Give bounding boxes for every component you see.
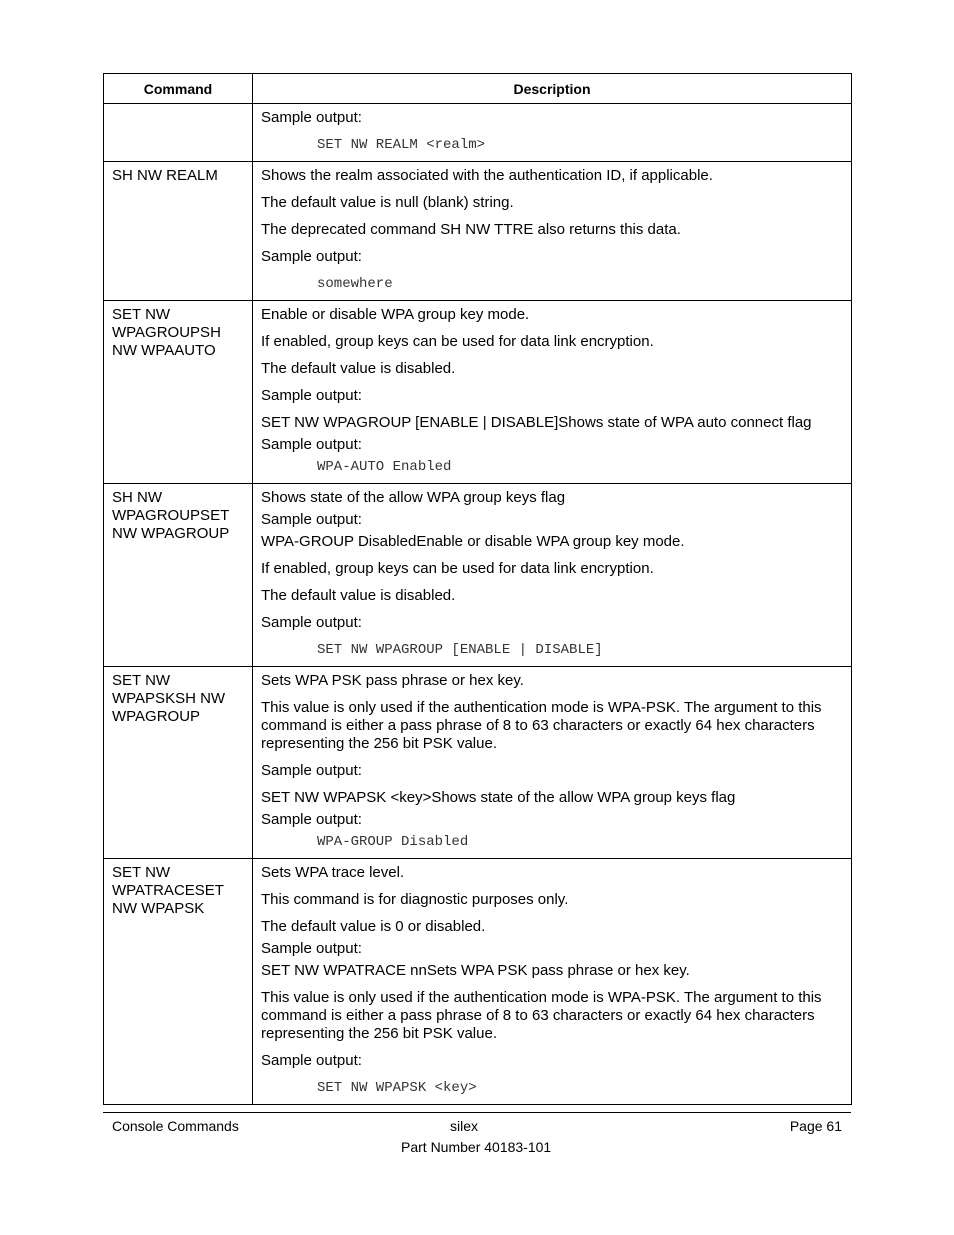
description-text: Sample output: bbox=[261, 614, 362, 631]
sample-output-code: WPA-AUTO Enabled bbox=[317, 459, 452, 475]
description-text: Sample output: bbox=[261, 511, 362, 528]
description-text: This command is for diagnostic purposes only. bbox=[261, 891, 569, 908]
table-row bbox=[104, 484, 852, 667]
table-row bbox=[104, 162, 852, 301]
command-text: WPAGROUPSET bbox=[112, 507, 230, 524]
description-cell bbox=[253, 667, 852, 859]
description-text: The default value is 0 or disabled. bbox=[261, 918, 486, 935]
command-text: SET NW bbox=[112, 672, 171, 689]
description-text: This value is only used if the authentication mode is WPA-PSK. The argument to this command is either a pass phrase of 8 to 63 characters or exactly 64 hex characters representing the 256 bit PSK value. bbox=[261, 699, 822, 752]
table-row bbox=[104, 301, 852, 484]
description-text: Shows the realm associated with the authentication ID, if applicable. bbox=[261, 167, 713, 184]
description-text: If enabled, group keys can be used for data link encryption. bbox=[261, 333, 654, 350]
column-header-command: Command bbox=[104, 74, 253, 104]
command-table bbox=[103, 73, 852, 1105]
command-text: WPAGROUP bbox=[112, 708, 201, 725]
command-cell bbox=[104, 484, 253, 667]
description-text: Sample output: bbox=[261, 387, 362, 404]
page-footer bbox=[103, 1112, 851, 1155]
description-text: SET NW WPAPSK <key>Shows state of the allow WPA group keys flag bbox=[261, 789, 736, 806]
command-cell bbox=[104, 859, 253, 1105]
table-header-row bbox=[104, 74, 852, 104]
description-text: SET NW WPATRACE nnSets WPA PSK pass phrase or hex key. bbox=[261, 962, 690, 979]
command-text: NW WPAPSK bbox=[112, 900, 205, 917]
description-text: Sample output: bbox=[261, 1052, 362, 1069]
description-text: SET NW WPAGROUP [ENABLE | DISABLE]Shows state of WPA auto connect flag bbox=[261, 414, 812, 431]
command-text: SET NW bbox=[112, 864, 171, 881]
table-body bbox=[104, 104, 852, 1105]
description-cell bbox=[253, 301, 852, 484]
description-text: This value is only used if the authentication mode is WPA-PSK. The argument to this command is either a pass phrase of 8 to 63 characters or exactly 64 hex characters representing the 256 bit PSK value. bbox=[261, 989, 822, 1042]
description-text: The default value is disabled. bbox=[261, 360, 456, 377]
sample-output-code: SET NW REALM <realm> bbox=[317, 137, 486, 153]
command-text: WPATRACESET bbox=[112, 882, 224, 899]
command-text: SET NW bbox=[112, 306, 171, 323]
description-cell bbox=[253, 484, 852, 667]
description-text: The default value is null (blank) string. bbox=[261, 194, 514, 211]
sample-output-code: SET NW WPAGROUP [ENABLE | DISABLE] bbox=[317, 642, 603, 658]
description-text: Sample output: bbox=[261, 762, 362, 779]
command-text: SH NW bbox=[112, 489, 162, 506]
description-text: The deprecated command SH NW TTRE also returns this data. bbox=[261, 221, 681, 238]
description-text: Shows state of the allow WPA group keys flag bbox=[261, 489, 566, 506]
footer-company: silex bbox=[450, 1118, 479, 1134]
description-text: Sample output: bbox=[261, 109, 362, 126]
footer-part-number: Part Number 40183-101 bbox=[401, 1139, 552, 1155]
command-cell bbox=[104, 301, 253, 484]
command-text: NW WPAAUTO bbox=[112, 342, 216, 359]
footer-page-number: Page 61 bbox=[789, 1118, 842, 1134]
command-cell bbox=[104, 104, 253, 162]
column-header-description: Description bbox=[253, 74, 852, 104]
description-text: If enabled, group keys can be used for data link encryption. bbox=[261, 560, 654, 577]
description-text: Sample output: bbox=[261, 248, 362, 265]
description-text: Enable or disable WPA group key mode. bbox=[261, 306, 530, 323]
command-cell bbox=[104, 162, 253, 301]
description-text: Sets WPA PSK pass phrase or hex key. bbox=[261, 672, 524, 689]
description-cell bbox=[253, 104, 852, 162]
table-row bbox=[104, 104, 852, 162]
table-row bbox=[104, 859, 852, 1105]
command-text: WPAGROUPSH bbox=[112, 324, 221, 341]
sample-output-code: somewhere bbox=[317, 276, 393, 292]
command-text: WPAPSKSH NW bbox=[112, 690, 226, 707]
command-text: NW WPAGROUP bbox=[112, 525, 230, 542]
description-text: Sets WPA trace level. bbox=[261, 864, 405, 881]
description-cell bbox=[253, 859, 852, 1105]
command-text: SH NW REALM bbox=[112, 167, 218, 184]
sample-output-code: SET NW WPAPSK <key> bbox=[317, 1080, 477, 1096]
footer-section-title: Console Commands bbox=[112, 1118, 239, 1134]
description-cell bbox=[253, 162, 852, 301]
description-text: Sample output: bbox=[261, 940, 362, 957]
description-text: Sample output: bbox=[261, 811, 362, 828]
sample-output-code: WPA-GROUP Disabled bbox=[317, 834, 469, 850]
description-text: Sample output: bbox=[261, 436, 362, 453]
table-row bbox=[104, 667, 852, 859]
command-cell bbox=[104, 667, 253, 859]
description-text: The default value is disabled. bbox=[261, 587, 456, 604]
description-text: WPA-GROUP DisabledEnable or disable WPA group key mode. bbox=[261, 533, 685, 550]
